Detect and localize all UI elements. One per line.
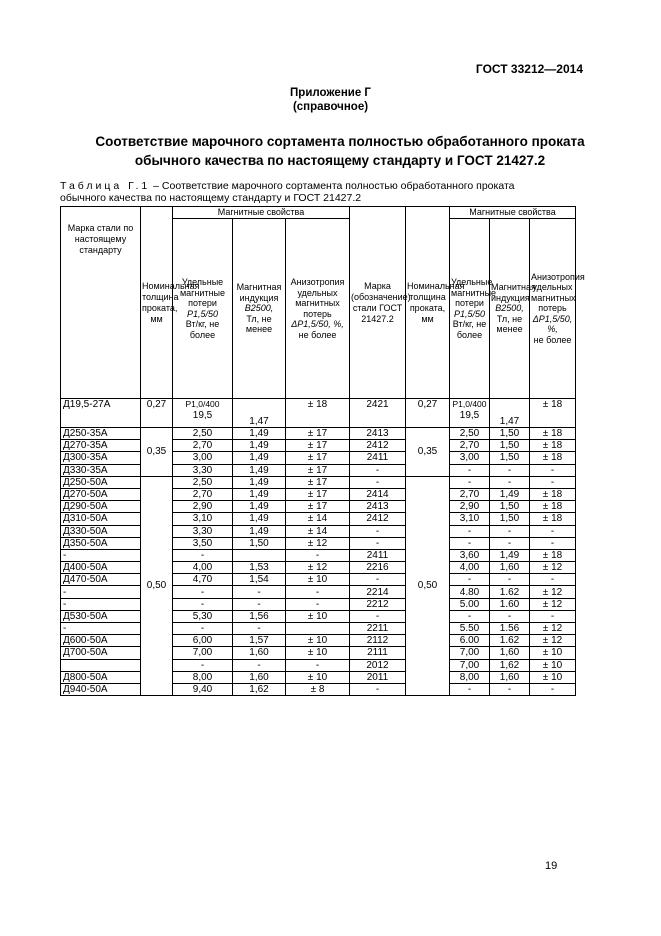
- cell-grade-gost: 2212: [350, 598, 406, 610]
- cell-thickness: 0,27: [141, 399, 173, 428]
- cell-losses: 2,50: [173, 428, 233, 440]
- cell-anisotropy-2: ± 10: [530, 659, 576, 671]
- cell-losses: 3,30: [173, 525, 233, 537]
- cell-grade-gost: 2411: [350, 549, 406, 561]
- cell-losses: -: [173, 586, 233, 598]
- cell-anisotropy: ± 17: [286, 440, 350, 452]
- cell-losses-2: 8,00: [450, 671, 490, 683]
- cell-anisotropy: ± 17: [286, 488, 350, 500]
- cell-induction: 1,49: [233, 452, 286, 464]
- header-losses: [173, 219, 233, 399]
- cell-losses: 2,70: [173, 488, 233, 500]
- cell-losses-2: 7,00: [450, 647, 490, 659]
- cell-losses: 4,70: [173, 574, 233, 586]
- cell-losses-2: -: [450, 610, 490, 622]
- cell-induction-2: 1,50: [490, 452, 530, 464]
- cell-thickness-2: 0,50: [406, 476, 450, 695]
- header-losses-2-symbol: P1,5/50: [453, 308, 486, 319]
- cell-grade: Д330-35А: [61, 464, 141, 476]
- cell-anisotropy: ± 17: [286, 452, 350, 464]
- cell-induction: 1,49: [233, 525, 286, 537]
- cell-losses-2: 7,00: [450, 659, 490, 671]
- cell-losses-2: 6.00: [450, 635, 490, 647]
- cell-losses-2: 2,70: [450, 488, 490, 500]
- cell-anisotropy-2: -: [530, 537, 576, 549]
- cell-anisotropy-2: ± 18: [530, 399, 576, 428]
- cell-induction-2: -: [490, 476, 530, 488]
- cell-induction-2: 1.56: [490, 623, 530, 635]
- cell-anisotropy: ± 17: [286, 476, 350, 488]
- table-row: [61, 464, 576, 476]
- cell-induction: -: [233, 586, 286, 598]
- cell-losses-2: 2,70: [450, 440, 490, 452]
- title-line-2: обычного качества по настоящему стандарту и ГОСТ 21427.2: [134, 153, 546, 168]
- header-losses-unit: Вт/кг, не более: [185, 319, 220, 340]
- table-row: [61, 683, 576, 695]
- cell-anisotropy-2: -: [530, 683, 576, 695]
- cell-anisotropy: ± 8: [286, 683, 350, 695]
- cell-induction-2: 1,60: [490, 671, 530, 683]
- cell-losses-2: [450, 399, 490, 428]
- cell-losses: 2,50: [173, 476, 233, 488]
- cell-grade-gost: 2412: [350, 513, 406, 525]
- cell-anisotropy-2: ± 18: [530, 513, 576, 525]
- cell-induction: 1,49: [233, 428, 286, 440]
- cell-anisotropy-2: ± 12: [530, 562, 576, 574]
- cell-grade: Д400-50А: [61, 562, 141, 574]
- cell-losses-2: 3,00: [450, 452, 490, 464]
- cell-losses-2: 2,90: [450, 501, 490, 513]
- header-losses-label: Удельные магнитные потери: [179, 277, 226, 308]
- cell-anisotropy-2: ± 18: [530, 501, 576, 513]
- cell-induction: [233, 549, 286, 561]
- header-anisotropy-unit: не более: [298, 329, 337, 340]
- cell-losses: 5,30: [173, 610, 233, 622]
- header-induction-unit: Тл, не менее: [245, 313, 273, 335]
- cell-grade: -: [61, 549, 141, 561]
- table-row: [61, 574, 576, 586]
- cell-induction-2: -: [490, 537, 530, 549]
- cell-anisotropy-2: ± 18: [530, 549, 576, 561]
- cell-losses-2: 4,00: [450, 562, 490, 574]
- cell-induction: 1,60: [233, 647, 286, 659]
- cell-induction-2: 1,50: [490, 513, 530, 525]
- cell-induction: 1,56: [233, 610, 286, 622]
- cell-losses: 2,70: [173, 440, 233, 452]
- table-row: [61, 537, 576, 549]
- header-anisotropy-label: Анизотропия удельных магнитных потерь: [290, 277, 345, 319]
- cell-anisotropy-2: -: [530, 476, 576, 488]
- header-anisotropy-symbol: ΔP1,5/50, %,: [291, 319, 344, 329]
- header-losses-symbol: P1,5/50: [186, 308, 219, 319]
- cell-anisotropy: ± 10: [286, 635, 350, 647]
- header-grade: Марка стали по настоящему стандарту: [61, 207, 141, 399]
- cell-induction-2: 1.60: [490, 598, 530, 610]
- cell-induction: -: [233, 623, 286, 635]
- table-row: [61, 647, 576, 659]
- cell-grade-gost: 2413: [350, 501, 406, 513]
- cell-induction: 1,47: [233, 399, 286, 428]
- table-row: [61, 501, 576, 513]
- header-thickness-2: Номинальная толщина проката, мм: [406, 207, 450, 399]
- cell-grade-gost: -: [350, 464, 406, 476]
- cell-induction-2: 1,62: [490, 659, 530, 671]
- appendix-note: (справочное): [292, 101, 369, 113]
- cell-anisotropy: ± 12: [286, 537, 350, 549]
- correspondence-table: [60, 206, 585, 696]
- cell-anisotropy-2: ± 12: [530, 635, 576, 647]
- cell-grade-gost: -: [350, 537, 406, 549]
- cell-losses-2: -: [450, 476, 490, 488]
- cell-induction-2: 1,47: [490, 399, 530, 428]
- cell-induction: 1,50: [233, 537, 286, 549]
- cell-grade-gost: 2413: [350, 428, 406, 440]
- cell-losses-2: 5.50: [450, 623, 490, 635]
- header-thickness: Номинальная толщина проката, мм: [141, 207, 173, 399]
- header-anisotropy-2-label: Анизотропия удельных магнитных потерь: [531, 271, 585, 314]
- cell-grade: Д270-50А: [61, 488, 141, 500]
- cell-induction: 1,49: [233, 440, 286, 452]
- caption-text-1: – Соответствие марочного сортамента полностью обработанного проката: [150, 180, 515, 192]
- header-induction-label: Магнитная индукция: [236, 282, 282, 303]
- cell-losses-2: 3,60: [450, 549, 490, 561]
- caption-label: Таблица Г.1: [60, 180, 151, 192]
- cell-induction-2: 1.62: [490, 635, 530, 647]
- cell-induction-2: -: [490, 525, 530, 537]
- cell-anisotropy-2: ± 12: [530, 586, 576, 598]
- header-anisotropy-2-symbol: ΔP1,5/50, %,: [532, 313, 573, 335]
- header-induction-2: [490, 219, 536, 399]
- table-row: [61, 610, 576, 622]
- document-title: [40, 132, 640, 170]
- cell-losses: 3,10: [173, 513, 233, 525]
- header-induction-2-symbol: B2500,: [495, 303, 524, 314]
- cell-losses-2: -: [450, 464, 490, 476]
- cell-induction-2: 1,50: [490, 501, 530, 513]
- cell-anisotropy-2: -: [530, 574, 576, 586]
- table-row: [61, 586, 576, 598]
- cell-grade-gost: 2421: [350, 399, 406, 428]
- cell-losses: 6,00: [173, 635, 233, 647]
- cell-grade: Д290-50А: [61, 501, 141, 513]
- cell-anisotropy-2: ± 18: [530, 440, 576, 452]
- cell-anisotropy-2: ± 18: [530, 452, 576, 464]
- table-row: [61, 440, 576, 452]
- cell-grade-gost: 2214: [350, 586, 406, 598]
- caption-text-2: обычного качества по настоящему стандарту и ГОСТ 21427.2: [60, 192, 362, 204]
- header-induction-2-unit: Тл, не менее: [496, 313, 523, 335]
- cell-anisotropy: ± 18: [286, 399, 350, 428]
- page-number: 19: [545, 860, 558, 872]
- cell-grade: Д310-50А: [61, 513, 141, 525]
- cell-induction-2: -: [490, 464, 530, 476]
- cell-grade-gost: 2012: [350, 659, 406, 671]
- cell-induction-2: 1,50: [490, 440, 530, 452]
- cell-losses-2: 4.80: [450, 586, 490, 598]
- table-row: [61, 476, 576, 488]
- cell-grade: Д300-35А: [61, 452, 141, 464]
- cell-losses: 8,00: [173, 671, 233, 683]
- cell-grade-gost: 2412: [350, 440, 406, 452]
- cell-anisotropy-2: ± 10: [530, 647, 576, 659]
- cell-anisotropy-2: ± 18: [530, 428, 576, 440]
- cell-anisotropy-2: -: [530, 464, 576, 476]
- cell-induction-2: -: [490, 610, 530, 622]
- cell-anisotropy: ± 17: [286, 501, 350, 513]
- cell-anisotropy: ± 14: [286, 513, 350, 525]
- cell-anisotropy-2: ± 18: [530, 488, 576, 500]
- cell-grade-gost: -: [350, 525, 406, 537]
- header-induction: [233, 219, 286, 399]
- cell-losses: -: [173, 623, 233, 635]
- cell-grade-gost: 2411: [350, 452, 406, 464]
- table-row: [61, 513, 576, 525]
- cell-grade: Д350-50А: [61, 537, 141, 549]
- cell-induction: 1,49: [233, 488, 286, 500]
- cell-anisotropy: ± 10: [286, 574, 350, 586]
- table-row: [61, 562, 576, 574]
- cell-grade: Д530-50А: [61, 610, 141, 622]
- cell-grade-gost: 2011: [350, 671, 406, 683]
- cell-losses: [173, 399, 233, 428]
- header-anisotropy-2: [530, 219, 585, 399]
- cell-anisotropy: ± 10: [286, 647, 350, 659]
- cell-grade-gost: 2414: [350, 488, 406, 500]
- cell-anisotropy: ± 12: [286, 562, 350, 574]
- cell-anisotropy-2: ± 10: [530, 671, 576, 683]
- cell-grade-gost: 2111: [350, 647, 406, 659]
- table-row: [61, 525, 576, 537]
- cell-anisotropy: -: [286, 659, 350, 671]
- cell-induction-2: 1,50: [490, 428, 530, 440]
- header-anisotropy: [286, 219, 350, 399]
- cell-induction: 1,54: [233, 574, 286, 586]
- cell-anisotropy: ± 17: [286, 464, 350, 476]
- header-magnetic-right: Магнитные свойства: [450, 207, 576, 219]
- cell-grade: Д600-50А: [61, 635, 141, 647]
- cell-induction-2: 1.62: [490, 586, 530, 598]
- cell-induction: -: [233, 659, 286, 671]
- cell-anisotropy: ± 10: [286, 610, 350, 622]
- standard-number: ГОСТ 33212—2014: [475, 62, 583, 76]
- cell-induction-2: 1,60: [490, 562, 530, 574]
- cell-losses: -: [173, 549, 233, 561]
- cell-losses: 3,50: [173, 537, 233, 549]
- header-induction-symbol: B2500,: [244, 303, 274, 314]
- cell-anisotropy: ± 14: [286, 525, 350, 537]
- cell-grade: -: [61, 586, 141, 598]
- cell-anisotropy-2: -: [530, 610, 576, 622]
- cell-losses-2-symbol: P1,0/400: [452, 399, 487, 409]
- header-grade-gost: Марка (обозначение) стали ГОСТ 21427.2: [350, 207, 406, 399]
- appendix-heading: [0, 86, 661, 114]
- table-row: [61, 452, 576, 464]
- cell-losses-2: 2,50: [450, 428, 490, 440]
- header-losses-2-label: Удельные магнитные потери: [451, 277, 497, 308]
- header-induction-2-label: Магнитная индукция: [491, 282, 536, 303]
- header-anisotropy-2-unit: не более: [533, 334, 572, 345]
- cell-anisotropy: [286, 623, 350, 635]
- cell-losses-2-value: 19,5: [459, 410, 480, 421]
- cell-anisotropy-2: ± 12: [530, 623, 576, 635]
- cell-grade: -: [61, 623, 141, 635]
- appendix-label: Приложение Г: [290, 87, 371, 99]
- cell-induction: 1,49: [233, 513, 286, 525]
- cell-losses-2: -: [450, 537, 490, 549]
- cell-losses: -: [173, 659, 233, 671]
- cell-induction: 1,53: [233, 562, 286, 574]
- cell-anisotropy: ± 17: [286, 428, 350, 440]
- cell-induction: 1,49: [233, 464, 286, 476]
- cell-induction: 1,60: [233, 671, 286, 683]
- cell-losses: 3,00: [173, 452, 233, 464]
- cell-induction-2: -: [490, 574, 530, 586]
- cell-losses-2: -: [450, 683, 490, 695]
- cell-grade: [61, 659, 141, 671]
- table-row: [61, 549, 576, 561]
- table-row: [61, 671, 576, 683]
- cell-induction-2: 1,60: [490, 647, 530, 659]
- cell-induction-2: 1,49: [490, 549, 530, 561]
- cell-grade-gost: 2216: [350, 562, 406, 574]
- cell-thickness-2: 0,27: [406, 399, 450, 428]
- table-row: [61, 598, 576, 610]
- cell-grade: Д330-50А: [61, 525, 141, 537]
- cell-losses: 3,30: [173, 464, 233, 476]
- cell-grade-gost: 2211: [350, 623, 406, 635]
- cell-grade: Д800-50А: [61, 671, 141, 683]
- cell-losses: 9,40: [173, 683, 233, 695]
- cell-anisotropy-2: -: [530, 525, 576, 537]
- cell-thickness: 0,50: [141, 476, 173, 695]
- table-row: [61, 488, 576, 500]
- header-magnetic-left: Магнитные свойства: [173, 207, 350, 219]
- cell-losses: 2,90: [173, 501, 233, 513]
- cell-anisotropy: ± 10: [286, 671, 350, 683]
- cell-grade: Д940-50А: [61, 683, 141, 695]
- cell-losses-value: 19,5: [192, 410, 213, 421]
- cell-grade: Д470-50А: [61, 574, 141, 586]
- cell-anisotropy: -: [286, 586, 350, 598]
- cell-thickness-2: 0,35: [406, 428, 450, 477]
- cell-grade: Д250-50А: [61, 476, 141, 488]
- cell-thickness: 0,35: [141, 428, 173, 477]
- cell-induction-2: 1,49: [490, 488, 530, 500]
- cell-grade: Д19,5-27А: [61, 399, 141, 428]
- cell-losses: 4,00: [173, 562, 233, 574]
- cell-anisotropy: -: [286, 549, 350, 561]
- cell-induction: -: [233, 598, 286, 610]
- title-line-1: Соответствие марочного сортамента полностью обработанного проката: [95, 134, 585, 149]
- table-row: [61, 659, 576, 671]
- table-row: [61, 428, 576, 440]
- cell-losses-symbol: P1,0/400: [185, 399, 220, 409]
- cell-induction: 1,49: [233, 476, 286, 488]
- cell-losses: -: [173, 598, 233, 610]
- cell-grade: -: [61, 598, 141, 610]
- cell-losses-2: -: [450, 525, 490, 537]
- cell-grade: Д700-50А: [61, 647, 141, 659]
- cell-grade-gost: 2112: [350, 635, 406, 647]
- cell-grade-gost: -: [350, 610, 406, 622]
- cell-anisotropy-2: ± 12: [530, 598, 576, 610]
- cell-induction: 1,49: [233, 501, 286, 513]
- cell-grade-gost: -: [350, 574, 406, 586]
- header-losses-2-unit: Вт/кг, не более: [452, 319, 487, 340]
- table-row: [61, 635, 576, 647]
- cell-grade: Д250-35А: [61, 428, 141, 440]
- cell-induction-2: -: [490, 683, 530, 695]
- cell-grade-gost: -: [350, 476, 406, 488]
- cell-losses-2: 3,10: [450, 513, 490, 525]
- table-row: [61, 623, 576, 635]
- cell-losses-2: 5.00: [450, 598, 490, 610]
- cell-losses: 7,00: [173, 647, 233, 659]
- cell-losses-2: -: [450, 574, 490, 586]
- cell-grade: Д270-35А: [61, 440, 141, 452]
- table-row: [61, 399, 576, 428]
- cell-anisotropy: -: [286, 598, 350, 610]
- table-caption: [60, 180, 580, 204]
- cell-induction: 1,57: [233, 635, 286, 647]
- cell-induction: 1,62: [233, 683, 286, 695]
- header-losses-2: [450, 219, 497, 399]
- cell-grade-gost: -: [350, 683, 406, 695]
